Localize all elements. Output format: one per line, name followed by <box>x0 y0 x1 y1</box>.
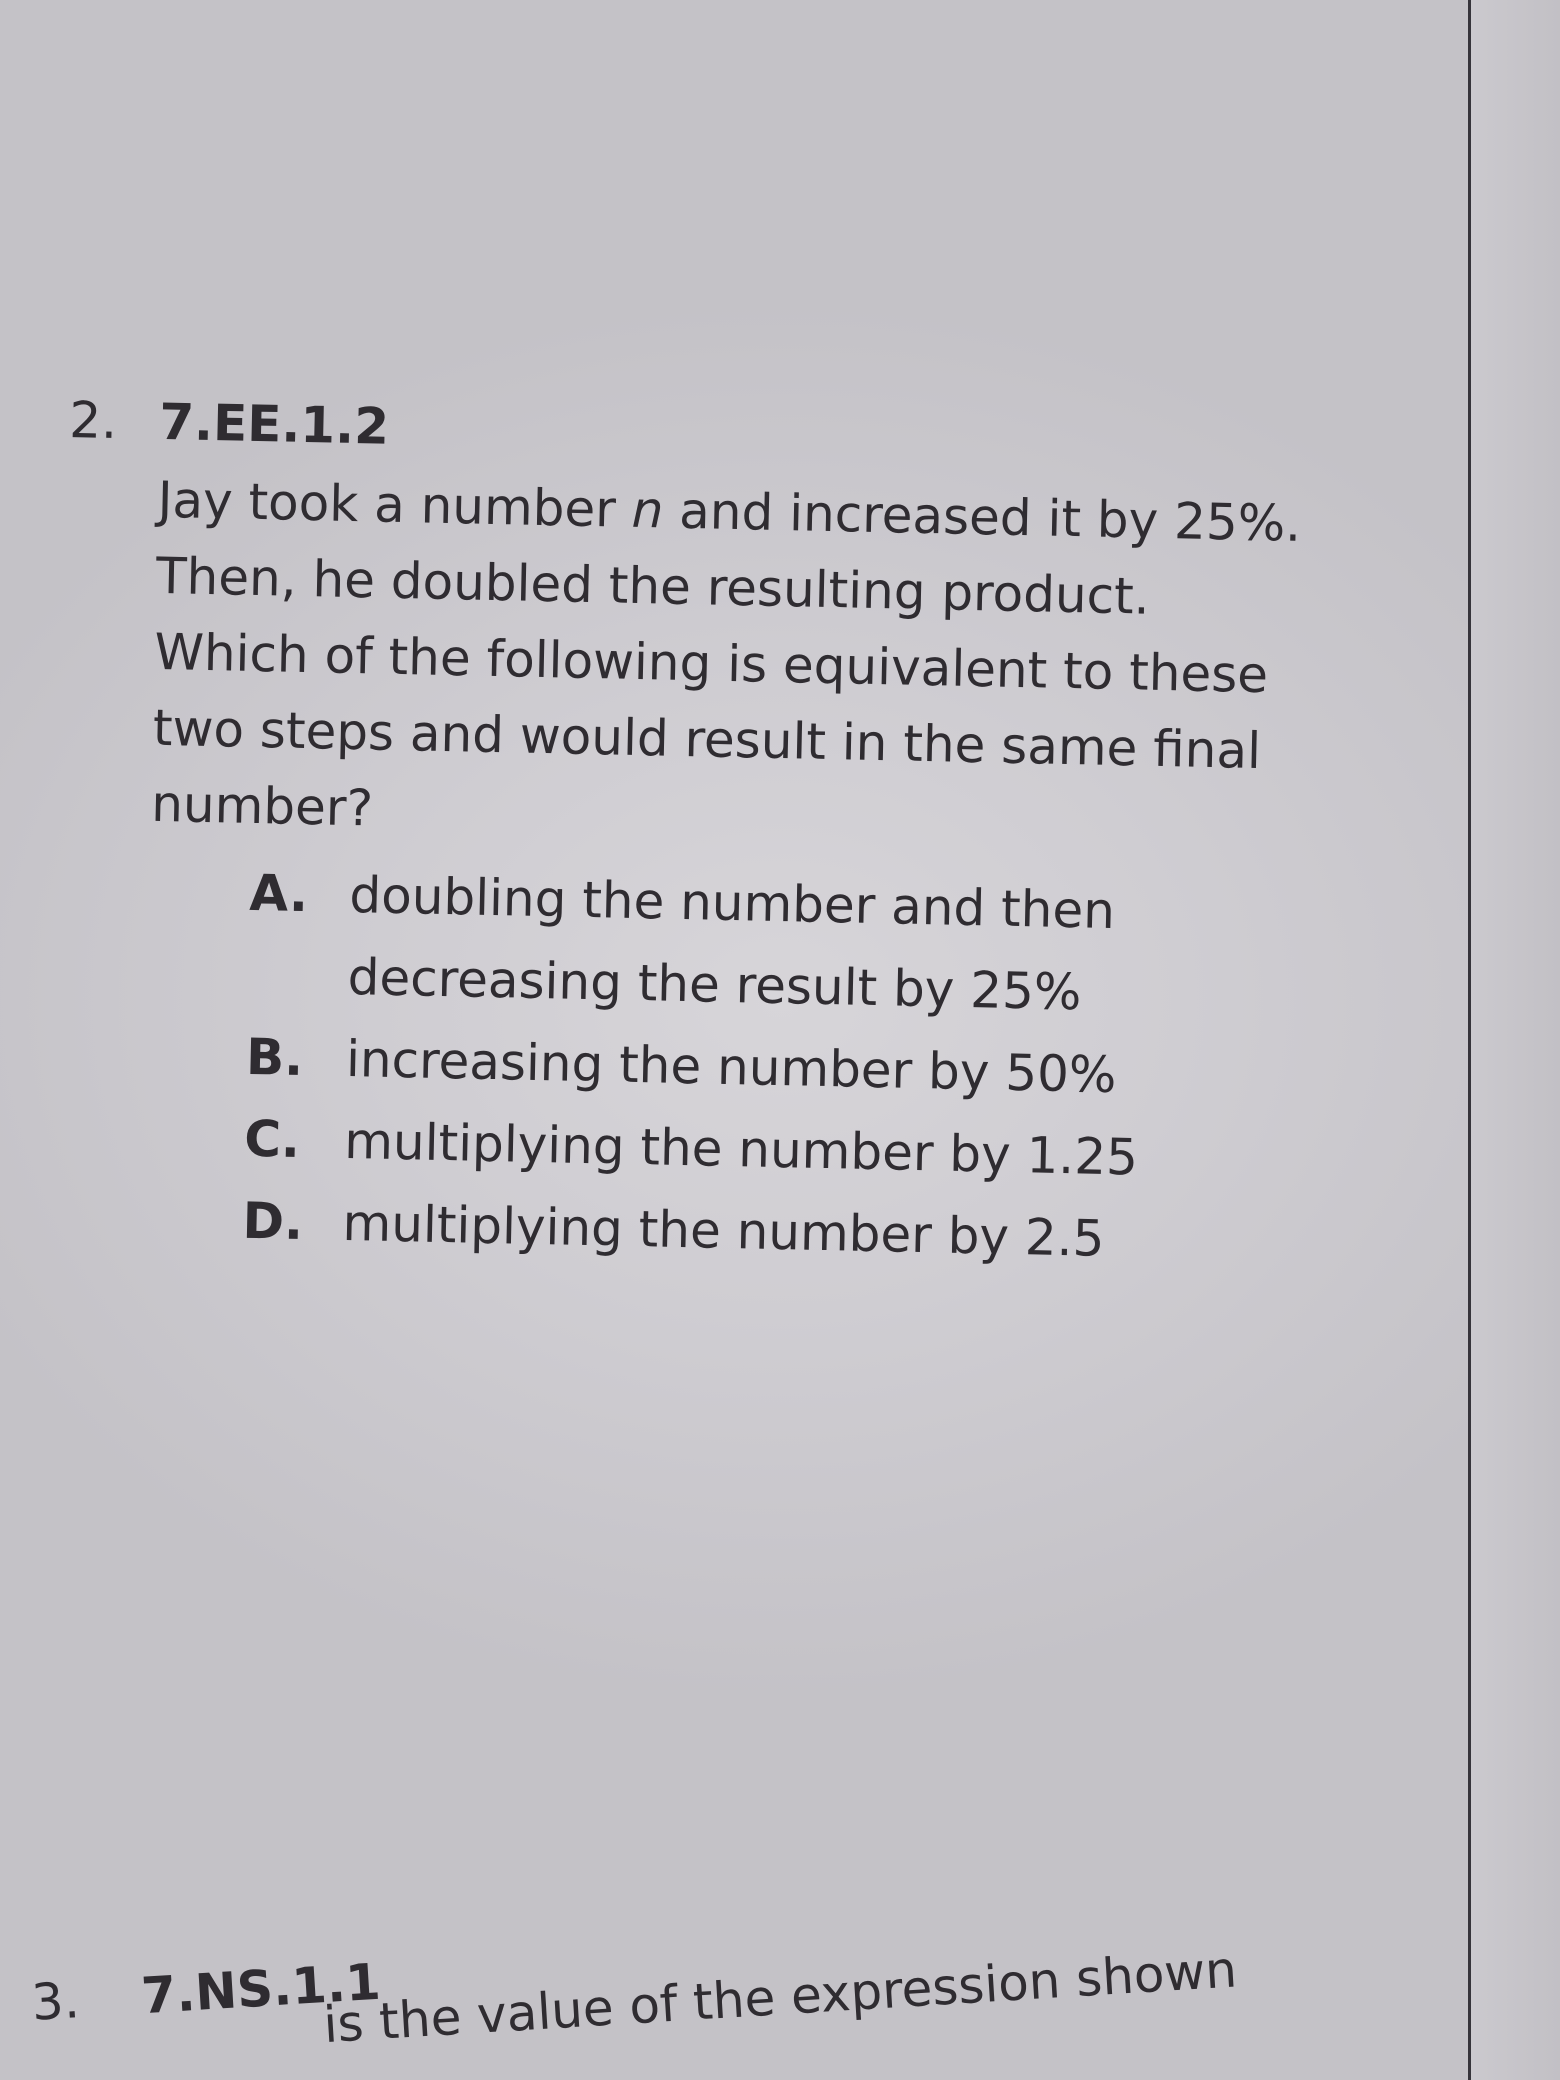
choice-text: increasing the number by 50% <box>345 1029 1118 1105</box>
choice-letter: D. <box>242 1191 304 1252</box>
question-2 <box>52 390 1320 1284</box>
page-edge-shadow <box>1471 0 1560 2080</box>
question-stem <box>155 462 1318 638</box>
question-standard: 7.EE.1.2 <box>158 392 390 456</box>
page-border-line <box>1468 0 1471 2080</box>
question-prompt: Which of the following is equivalent to these two steps and would result in the same final number? <box>150 622 1269 838</box>
choice-a[interactable] <box>247 852 1310 1038</box>
stem-text-start: Jay took a number <box>157 470 633 539</box>
question-number: 2. <box>68 390 118 450</box>
question-stem-partial: is the value of the expression shown <box>321 1940 1239 2055</box>
choice-text: doubling the number and then decreasing the result by 25% <box>347 865 1116 1022</box>
stem-text-end: and increased it by 25%. Then, he doubled the resulting product. <box>155 481 1302 626</box>
question-standard: 7.NS.1.1 <box>139 1952 383 2026</box>
choice-text: multiplying the number by 1.25 <box>343 1111 1139 1187</box>
choice-text: multiplying the number by 2.5 <box>342 1193 1106 1268</box>
question-3 <box>29 1896 1331 2055</box>
choice-letter: B. <box>245 1027 304 1088</box>
answer-choices <box>242 852 1310 1284</box>
choice-letter: C. <box>243 1109 301 1169</box>
stem-variable: n <box>631 480 664 540</box>
question-number: 3. <box>29 1971 82 2032</box>
choice-letter: A. <box>248 863 309 924</box>
bleed-through-text <box>720 40 1420 380</box>
question-body <box>151 462 1319 866</box>
